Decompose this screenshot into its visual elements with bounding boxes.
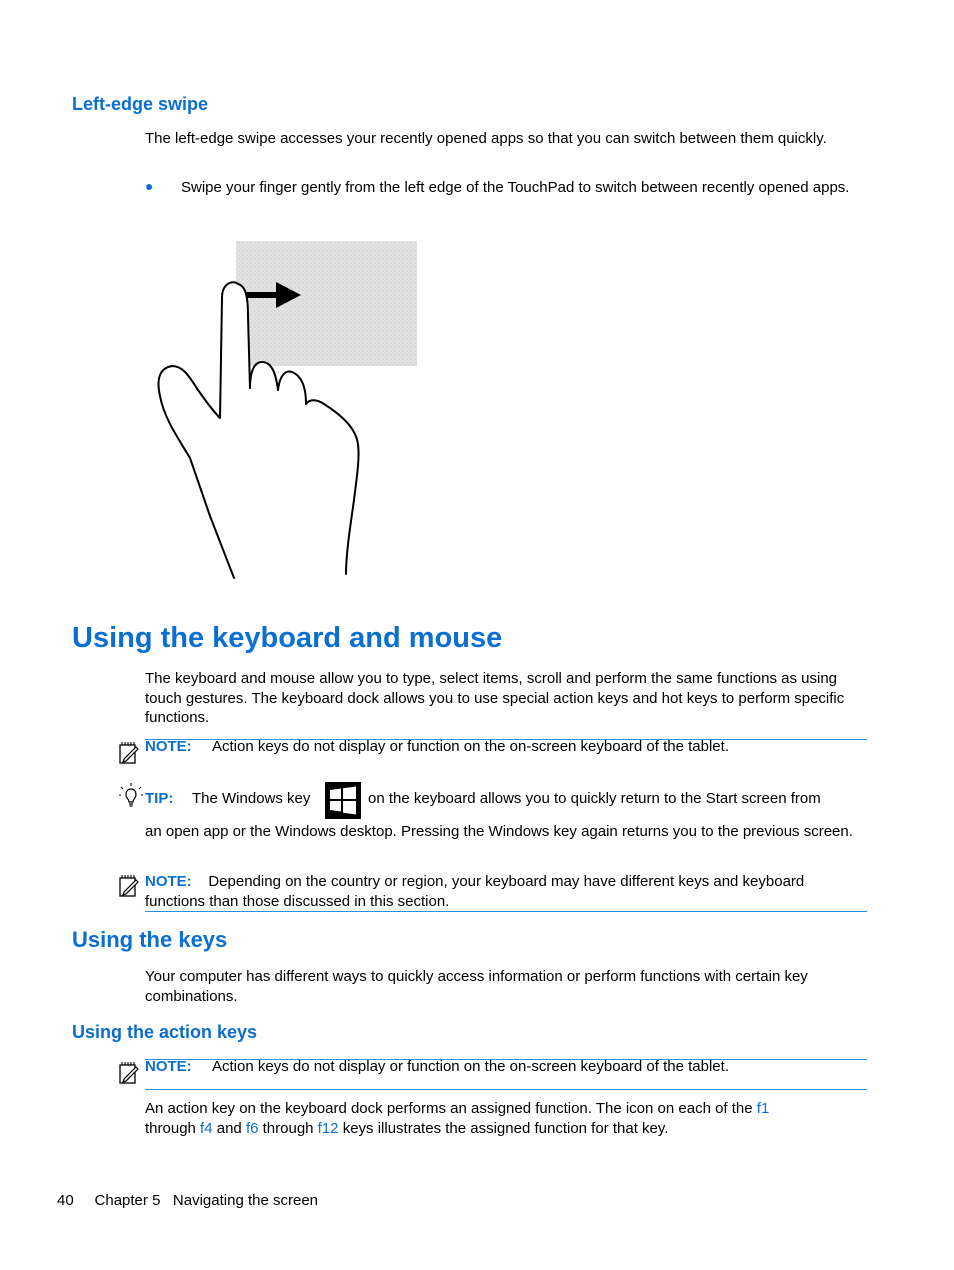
windows-key-icon bbox=[325, 782, 361, 819]
note-paragraph bbox=[145, 872, 860, 911]
heading-using-keys: Using the keys bbox=[72, 927, 228, 952]
action-keys-paragraph bbox=[145, 1099, 865, 1138]
keys-intro: Your computer has different ways to quickly access information or perform functions with certain key combinations. bbox=[145, 968, 808, 1005]
heading-left-edge-swipe: Left-edge swipe bbox=[72, 94, 209, 114]
note-text: Action keys do not display or function on the on-screen keyboard of the tablet. bbox=[212, 1058, 729, 1075]
lightbulb-icon bbox=[119, 783, 143, 809]
heading-action-keys: Using the action keys bbox=[72, 1022, 258, 1042]
chapter-number: Chapter 5 bbox=[94, 1192, 161, 1209]
note-bottom-rule bbox=[145, 1089, 867, 1090]
key-f6-link[interactable]: f6 bbox=[245, 1119, 259, 1137]
left-edge-intro: The left-edge swipe accesses your recently opened apps so that you can switch between them quickly. bbox=[145, 130, 827, 147]
action-text: through bbox=[262, 1119, 314, 1137]
key-f4-link[interactable]: f4 bbox=[200, 1119, 213, 1137]
note-label: NOTE: bbox=[145, 1058, 192, 1075]
tip-label: TIP: bbox=[145, 790, 174, 807]
action-text: through bbox=[145, 1119, 196, 1137]
note-label: NOTE: bbox=[145, 738, 192, 755]
action-text: An action key on the keyboard dock performs an assigned function. The icon on each of the bbox=[145, 1100, 753, 1117]
tip-text-start: The Windows key bbox=[192, 790, 311, 807]
note-bottom-rule bbox=[145, 911, 867, 912]
note-label: NOTE: bbox=[145, 873, 192, 890]
action-text: keys illustrates the assigned function for that key. bbox=[342, 1119, 669, 1137]
tip-text-end: an open app or the Windows desktop. Pressing the Windows key again returns you to the previous screen. bbox=[145, 823, 853, 840]
key-f1-link[interactable]: f1 bbox=[756, 1100, 770, 1117]
left-edge-bullet: Swipe your finger gently from the left edge of the TouchPad to switch between recently opened apps. bbox=[181, 179, 850, 196]
note-text: Action keys do not display or function on the on-screen keyboard of the tablet. bbox=[212, 738, 729, 755]
touchpad-area bbox=[236, 241, 417, 366]
page-footer bbox=[57, 1192, 318, 1209]
chapter-title: Navigating the screen bbox=[172, 1192, 319, 1209]
page-number: 40 bbox=[57, 1192, 74, 1209]
heading-keyboard-mouse: Using the keyboard and mouse bbox=[72, 622, 503, 654]
left-edge-swipe-illustration bbox=[150, 238, 430, 583]
bullet-dot: ● bbox=[145, 178, 154, 194]
note-text: Depending on the country or region, your keyboard may have different keys and keyboard functions than those discussed in this section. bbox=[145, 873, 805, 910]
note-icon bbox=[118, 741, 140, 765]
tip-text-middle: on the keyboard allows you to quickly return to the Start screen from bbox=[368, 790, 821, 807]
keyboard-intro: The keyboard and mouse allow you to type, select items, scroll and perform the same functions as using touch gestures. The keyboard dock allows you to use special action keys and hot keys to perform specific functions. bbox=[145, 670, 845, 726]
action-text: and bbox=[216, 1119, 242, 1137]
key-f12-link[interactable]: f12 bbox=[317, 1119, 339, 1137]
note-icon bbox=[118, 1061, 140, 1085]
note-icon bbox=[118, 874, 140, 898]
